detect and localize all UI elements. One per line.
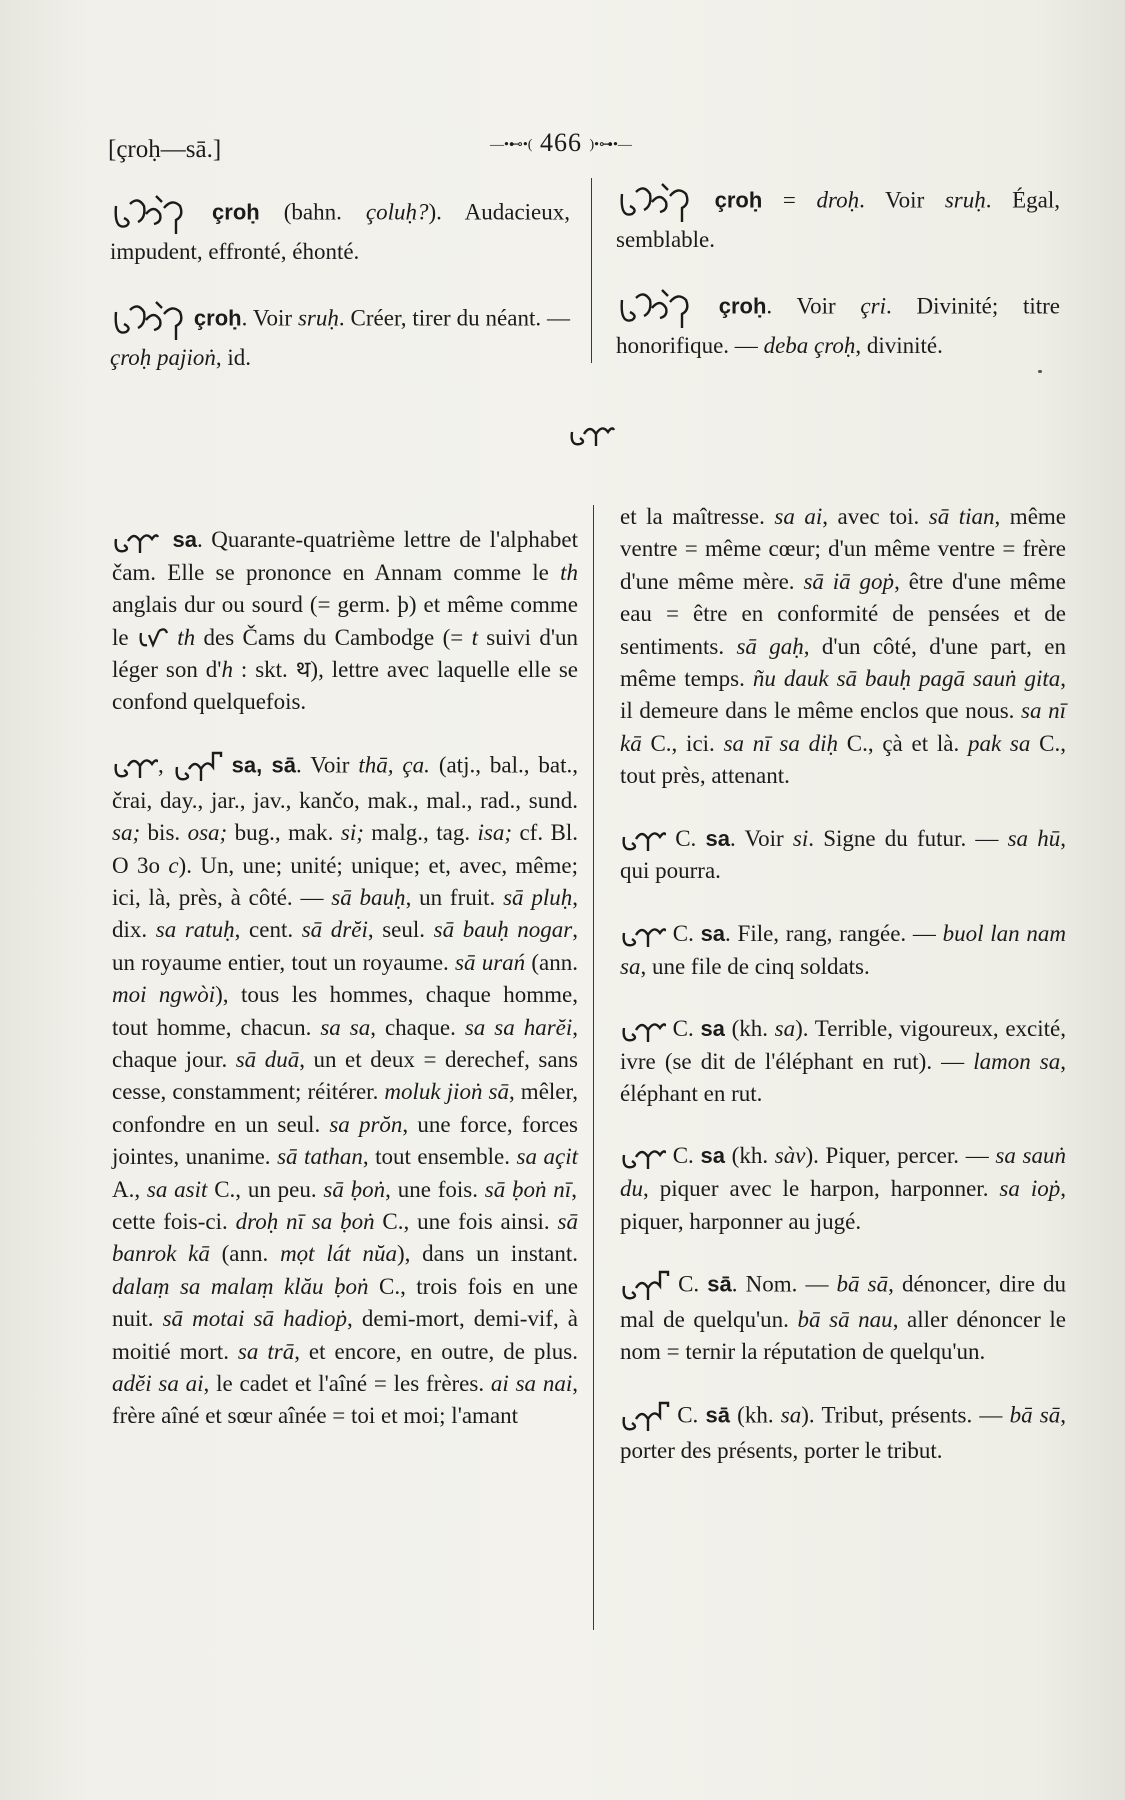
entry-sa-future: C. sa. Voir si. Signe du futur. — sa hū, qui pourra. <box>620 825 1067 884</box>
headword: sā <box>707 1271 732 1297</box>
entry-croh-4: çroḥ. Voir çri. Divinité; titre honorifique. — deba çroḥ, divinité. <box>616 286 1060 362</box>
headword: çroḥ <box>212 199 260 225</box>
headword: sa <box>700 920 726 946</box>
entry-sa-continued: et la maîtresse. sa ai, avec toi. sā tian, même ventre = même cœur; d'un même ventre = frère d'une même mère. sā iā goṗ, être d'une même eau = être en conformité de pensées et de sentiments. sā gaḥ, d'un côté, d'une part, en même temps. ñu dauk sā bauḥ pagā sauṅ gita, il demeure dans le même enclos que nous. sa nī kā C., ici. sa nī sa diḥ C., çà et là. pak sa C., tout près, attenant. <box>620 504 1067 789</box>
headword: çroḥ <box>193 305 242 331</box>
headword: çroḥ <box>718 293 767 319</box>
cham-script-icon <box>616 286 694 330</box>
ornament-right: )•⊶•— <box>589 137 632 153</box>
page-number: 466 <box>539 128 582 157</box>
cham-sa-icon <box>112 527 164 557</box>
cham-script-icon <box>110 192 188 236</box>
entry-sa-letter: sa. Quarante-quatrième lettre de l'alphabet čam. Elle se prononce en Annam comme le th anglais dur ou sourd (= germ. þ) et même comme le th des Čams du Cambodge (= t suivi d'un léger son d'h : skt. थ), lettre avec laquelle elle se confond quelquefois. <box>112 527 579 715</box>
headword: çroḥ <box>714 187 763 213</box>
top-right-column <box>616 180 1060 393</box>
entry-croh-1: çroḥ (bahn. çoluḥ?). Audacieux, impudent, effronté, éhonté. <box>110 192 570 268</box>
main-column-rule <box>593 505 594 1630</box>
ornament-left: —•⊷•( <box>490 137 533 153</box>
headword: sa, sā <box>231 752 296 778</box>
cham-sa-icon <box>620 1143 666 1173</box>
cham-sa-icon <box>620 1016 666 1046</box>
section-letter-sa-icon <box>568 420 616 450</box>
cham-saa-icon <box>620 1399 670 1435</box>
entry-sa-file: C. sa. File, rang, rangée. — buol lan nam sa, une file de cinq soldats. <box>620 920 1067 979</box>
headword: sa <box>172 527 197 552</box>
cham-sa-icon <box>620 825 666 855</box>
headword: sa <box>705 825 730 851</box>
cham-tha-icon <box>137 625 169 653</box>
entry-croh-2: çroḥ. Voir sruḥ. Créer, tirer du néant. — çroḥ pajioṅ, id. <box>110 298 570 374</box>
cham-sa-icon <box>620 921 666 951</box>
page-header <box>0 122 1125 172</box>
speck <box>1038 370 1042 373</box>
entry-sa-sa: , sa, sā. Voir thā, ça. (atj., bal., bat., črai, day., jar., jav., kančo, mak., mal., rad., sund. sa; bis. osa; bug., mak. si; malg., tag. isa; cf. Bl. O 3o c). Un, une; unité; unique; et, avec, même; ici, là, près, à côté. — sā bauḥ, un fruit. sā pluḥ, dix. sa ratuḥ, cent. sā drĕi, seul. sā bauḥ nogar, un royaume entier, tout un royaume. sā urań (ann. moi ngwòi), tous les hommes, chaque homme, tout homme, chacun. sa sa, chaque. sa sa harĕi, chaque jour. sā duā, un et deux = derechef, sans cesse, constamment; réitérer. moluk jioṅ sā, mêler, confondre en un seul. sa prŏn, une force, forces jointes, unanime. sā tathan, tout ensemble. sa açit A., sa asit C., un peu. sā ḅoṅ, une fois. sā ḅoṅ nī, cette fois-ci. droḥ nī sa ḅoṅ C., une fois ainsi. sā banrok kā (ann. mọt lát nŭa), dans un instant. dalaṃ sa malaṃ klău ḅoṅ C., trois fois en une nuit. sā motai sā hadioṗ, demi-mort, demi-vif, à moitié mort. sa trā, et encore, en outre, de plus. adĕi sa ai, le cadet et l'aîné = les frères. ai sa nai, frère aîné et sœur aînée = toi et moi; l'amant <box>112 749 578 1433</box>
page-number-line <box>490 128 632 158</box>
entry-croh-3: çroḥ = droḥ. Voir sruḥ. Égal, semblable. <box>616 180 1060 256</box>
cham-script-icon <box>616 180 694 224</box>
main-left-column <box>112 524 578 1463</box>
headword: sa <box>700 1015 725 1041</box>
entry-sa-terrible: C. sa (kh. sa). Terrible, vigoureux, excité, ivre (se dit de l'éléphant en rut). — lamon sa, éléphant en rut. <box>620 1015 1067 1107</box>
top-left-column <box>110 192 570 405</box>
cham-script-icon <box>110 298 188 342</box>
top-column-rule <box>591 178 592 363</box>
cham-sa-icon <box>112 752 158 782</box>
main-right-column <box>620 501 1066 1467</box>
headword: sa <box>700 1143 725 1169</box>
entry-sa-piquer: C. sa (kh. sàv). Piquer, percer. — sa sauṅ du, piquer avec le harpon, harponner. sa ioṗ, piquer, harponner au jugé. <box>620 1143 1067 1234</box>
entry-saa-tribut: C. sā (kh. sa). Tribut, présents. — bā sā, porter des présents, porter le tribut. <box>620 1399 1066 1467</box>
guide-word: [çroḥ—sā.] <box>108 136 222 163</box>
entry-saa-nom: C. sā. Nom. — bā sā, dénoncer, dire du mal de quelqu'un. bā sā nau, aller dénoncer le nom = ternir la réputation de quelqu'un. <box>620 1268 1066 1369</box>
headword: sā <box>705 1402 730 1428</box>
cham-saa-icon <box>620 1268 670 1304</box>
cham-saa-icon <box>173 749 223 785</box>
